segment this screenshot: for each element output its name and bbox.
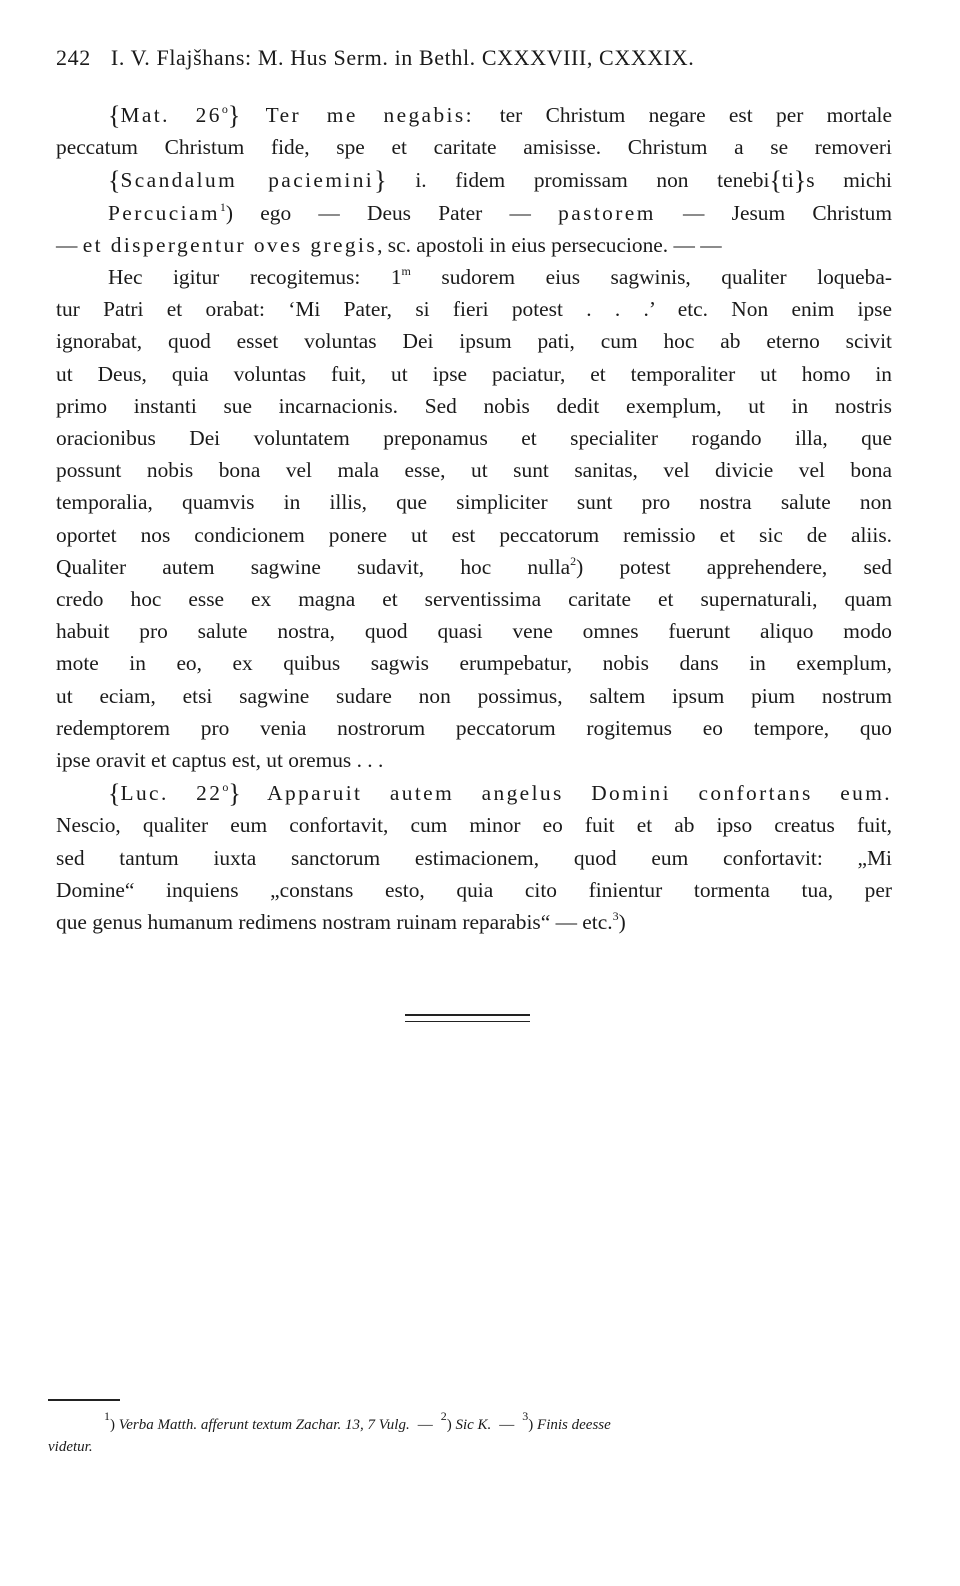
text-run: temporalia, quamvis in illis, que simpliciter sunt pro nostra salute non [56,490,892,515]
text-line [56,680,892,712]
text-run: ti [781,168,794,193]
text-line [56,809,892,841]
section-end-rule [405,1014,530,1016]
superscript-mark: o [221,102,228,116]
sermon-text [56,98,892,938]
brace-mark: } [374,166,387,196]
spaced-quotation: Percuciam [108,200,220,225]
footnotes [48,1409,890,1458]
text-run: peccatum Christum fide, spe et caritate amisisse. Christum a se removeri [56,135,892,160]
text-line [56,842,892,874]
text-run: sudorem eius sagwinis, qualiter loqueba- [410,265,892,290]
footnote-line: $^1$) Verba Matth. afferunt textum Zachar. 13, 7 Vulg. —$^2$) Sic K. —$^3$) Finis deesse [104,1409,611,1433]
brace-mark: } [227,101,241,130]
text-line [56,647,892,679]
text-run: ) ego — Deus Pater — [225,200,559,225]
text-line [56,163,892,196]
text-run: ut Deus, quia voluntas fuit, ut ipse paciatur, et temporaliter ut homo in [56,361,892,386]
text-run: — Jesum Christum [655,200,892,225]
text-line [56,261,892,293]
page-number: 242 [56,45,91,70]
spaced-quotation: Mat. 26 [120,103,222,127]
text-run: redemptorem pro venia nostrorum peccatorum rogitemus eo tempore, quo [56,715,892,740]
spaced-quotation: Luc. 22 [120,781,223,806]
text-line [56,519,892,551]
brace-mark: } [793,166,807,196]
text-line [56,551,892,583]
text-line [56,744,892,776]
text-line [56,583,892,615]
text-line [56,454,892,486]
text-line [56,615,892,647]
footnote-1-text: Verba Matth. afferunt textum Zachar. 13, 7 Vulg. [118,1417,410,1433]
text-run: primo instanti sue incarnacionis. Sed nobis dedit exemplum, ut in nostris [56,393,892,418]
text-line [56,197,892,229]
text-line [56,712,892,744]
text-run: tur Patri et orabat: ‘Mi Pater, si fieri potest . . .’ etc. Non enim ipse [56,297,892,322]
page-content [56,44,892,938]
footnote-2-text: Sic K. [455,1417,492,1433]
footnote-separator [48,1399,120,1401]
spaced-quotation: pastorem [558,200,656,225]
text-run: ) potest apprehendere, sed [576,554,892,579]
text-run: sed tantum iuxta sanctorum estimacionem, quod eum confortavit: „Mi [56,845,892,870]
text-line [56,293,892,325]
brace-mark: } [228,779,241,809]
text-run: ) [618,910,626,935]
text-run: oracionibus Dei voluntatem preponamus et specialiter rogando illa, que [56,426,892,451]
text-line [56,325,892,357]
superscript-mark: 3 [612,909,619,924]
text-run: oportet nos condicionem ponere ut est peccatorum remissio et sic de aliis. [56,522,892,547]
section-end-rule-thin [405,1021,530,1022]
text-line [56,358,892,390]
running-title: I. V. Flajšhans: M. Hus Serm. in Bethl. CXXXVIII, CXXXIX. [110,45,695,70]
footnote-3-mark: 3 [522,1409,529,1423]
superscript-mark: o [222,780,229,795]
text-line [56,486,892,518]
footnote-line-continued [48,1436,890,1458]
text-run: credo hoc esse ex magna et serventissima caritate et supernaturali, quam [56,587,892,612]
spaced-quotation: Scandalum paciemini [120,168,375,193]
text-line [56,776,892,809]
text-run: ut eciam, etsi sagwine sudare non possimus, saltem ipsum pium nostrum [56,683,892,708]
text-run: i. fidem promissam non tenebi [386,168,770,193]
superscript-mark: 1 [219,199,226,214]
text-line [56,906,892,938]
text-run: mote in eo, ex quibus sagwis erumpebatur, nobis dans in exemplum, [56,651,892,676]
footnote-3-text-continued: videtur. [48,1439,93,1455]
footnote-3-text: Finis deesse [537,1417,611,1433]
text-run: habuit pro salute nostra, quod quasi vene omnes fuerunt aliquo modo [56,619,892,644]
spaced-quotation: Apparuit autem angelus Domini confortans eum. [240,781,892,806]
text-run: Hec igitur recogitemus: 1 [108,265,402,290]
text-run: Nescio, qualiter eum confortavit, cum minor eo fuit et ab ipso creatus fuit, [56,813,892,838]
text-run: ter Christum negare est per mortale [499,103,892,127]
text-line [56,874,892,906]
text-line [56,98,892,131]
text-run: ipse oravit et captus est, ut oremus . . . [56,748,384,773]
text-run: ignorabat, quod esset voluntas Dei ipsum pati, cum hoc ab eterno scivit [56,329,892,354]
text-line [56,229,892,261]
text-run: que genus humanum redimens nostram ruinam reparabis“ — etc. [56,910,613,935]
text-line [56,131,892,163]
brace-mark: { [108,779,121,809]
brace-mark: { [108,166,121,196]
running-header [56,44,892,72]
text-run: , sc. apostoli in eius persecucione. — — [377,232,722,257]
text-run: possunt nobis bona vel mala esse, ut sunt sanitas, vel divicie vel bona [56,458,892,483]
superscript-mark: m [401,264,411,279]
brace-mark: { [769,166,782,196]
spaced-quotation: et dispergentur oves gregis [82,232,378,257]
text-run: — [56,232,83,257]
brace-mark: { [108,101,121,130]
text-run: Qualiter autem sagwine sudavit, hoc nulla [56,554,571,579]
text-run: s michi [806,168,892,193]
footnote-1-mark: 1 [104,1409,110,1423]
spaced-quotation: Ter me negabis: [240,103,500,127]
text-run: Domine“ inquiens „constans esto, quia cito finientur tormenta tua, per [56,877,892,902]
text-line [56,390,892,422]
footnote-2-mark: 2 [440,1409,447,1423]
text-line [56,422,892,454]
superscript-mark: 2 [570,553,577,568]
